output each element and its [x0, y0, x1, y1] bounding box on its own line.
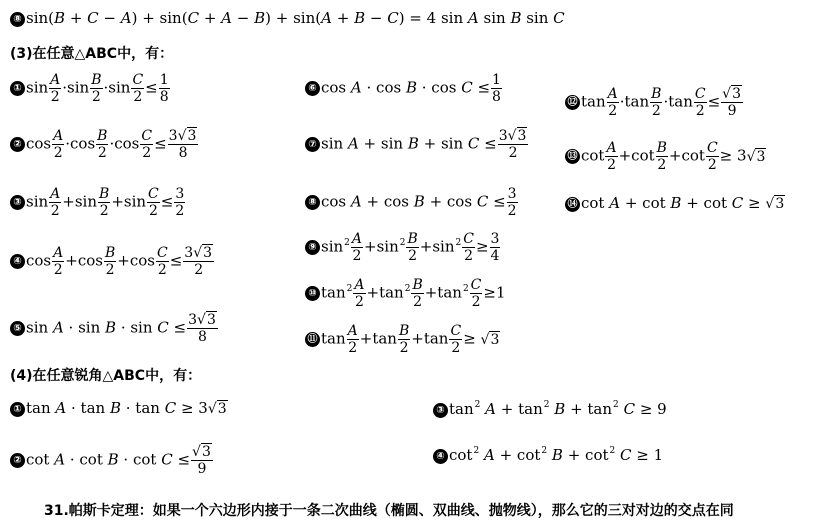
section-3-title: (3)在任意△ABC中，有：	[10, 46, 174, 62]
formula-number: ④	[10, 254, 25, 269]
formula-number: ②	[10, 453, 25, 468]
formula-sum-identity: sin(B + C − A) + sin(C + A − B) + sin(A + B − C) = 4 sin A sin B sin C	[26, 9, 565, 27]
formula-number: ⑧	[305, 195, 320, 210]
footer-text: 31.帕斯卡定理：如果一个六边形内接于一条二次曲线（椭圆、双曲线、抛物线），那么它的三对对边的交点在同	[44, 503, 734, 519]
formula-number: ⑩	[305, 286, 320, 301]
formula-4-4: ④ $\cot^2 A + \cot^2 B + \cot^2 C \ge 1$	[433, 447, 663, 464]
formula-3-6: ⑥ cos A · cos B · cos C ≤ $\frac{1}{8}$	[305, 72, 503, 105]
formula-4-1: ① tan A · tan B · tan C ≥ 3√3	[10, 401, 228, 417]
formula-3-3: ③ sin $\frac{A}{2}$ +sin $\frac{B}{2}$ +sin $\frac{C}{2}$ ≤ $\frac{3}{2}$	[10, 186, 186, 219]
formula-4-3: ③ $\tan^2 A + \tan^2 B + \tan^2 C \ge 9$	[433, 401, 667, 418]
formula-3-4: ④ cos $\frac{A}{2}$ +cos $\frac{B}{2}$ +cos $\frac{C}{2}$ ≤ $\frac{3√3}{2}$	[10, 245, 215, 278]
formula-number: ⑧	[10, 12, 25, 27]
formula-number: ⑦	[305, 137, 320, 152]
formula-3-5: ⑤ sin A · sin B · sin C ≤ $\frac{3√3}{8}$	[10, 312, 219, 345]
top-formula	[10, 11, 565, 27]
formula-number: ③	[433, 403, 448, 418]
formula-number: ③	[10, 195, 25, 210]
formula-number: ⑪	[305, 332, 320, 347]
section-4-title: (4)在任意锐角△ABC中，有：	[10, 368, 202, 384]
formula-4-2: ② cot A · cot B · cot C ≤ $\frac{√3}{9}$	[10, 444, 214, 477]
formula-3-11: ⑪ tan $\frac{A}{2}$ +tan $\frac{B}{2}$ +tan $\frac{C}{2}$ ≥ √3	[305, 323, 500, 356]
formula-number: ⑭	[565, 197, 580, 212]
formula-number: ①	[10, 81, 25, 96]
formula-number: ④	[433, 449, 448, 464]
formula-number: ①	[10, 402, 25, 417]
formula-number: ⑥	[305, 81, 320, 96]
formula-number: ⑤	[10, 321, 25, 336]
formula-3-1: ① sin $\frac{A}{2}$ ·sin $\frac{B}{2}$ ·sin $\frac{C}{2}$ ≤ $\frac{1}{8}$	[10, 72, 171, 105]
formula-number: ⑨	[305, 240, 320, 255]
formula-number: ⑬	[565, 149, 580, 164]
formula-3-13: ⑬ cot $\frac{A}{2}$ +cot $\frac{B}{2}$ +cot $\frac{C}{2}$ ≥ 3√3	[565, 140, 766, 173]
formula-3-2: ② cos $\frac{A}{2}$ ·cos $\frac{B}{2}$ ·cos $\frac{C}{2}$ ≤ $\frac{3√3}{8}$	[10, 128, 199, 161]
formula-3-12: ⑫ tan $\frac{A}{2}$ ·tan $\frac{B}{2}$ ·tan $\frac{C}{2}$ ≤ $\frac{√3}{9}$	[565, 86, 744, 119]
formula-3-7: ⑦ sin A + sin B + sin C ≤ $\frac{3√3}{2}$	[305, 128, 529, 161]
formula-number: ⑫	[565, 95, 580, 110]
formula-3-14: ⑭ cot A + cot B + cot C ≥ √3	[565, 196, 785, 212]
formula-3-8: ⑧ cos A + cos B + cos C ≤ $\frac{3}{2}$	[305, 186, 519, 219]
formula-number: ②	[10, 137, 25, 152]
formula-3-9: ⑨ $\sin^2$ $\frac{A}{2}$ $+\sin^2$ $\frac{B}{2}$ $+\sin^2$ $\frac{C}{2}$ ≥ $\frac{3}{4}$	[305, 231, 501, 264]
formula-3-10: ⑩ $\tan^2$ $\frac{A}{2}$ $+\tan^2$ $\frac{B}{2}$ $+\tan^2$ $\frac{C}{2}$ ≥1	[305, 277, 506, 310]
